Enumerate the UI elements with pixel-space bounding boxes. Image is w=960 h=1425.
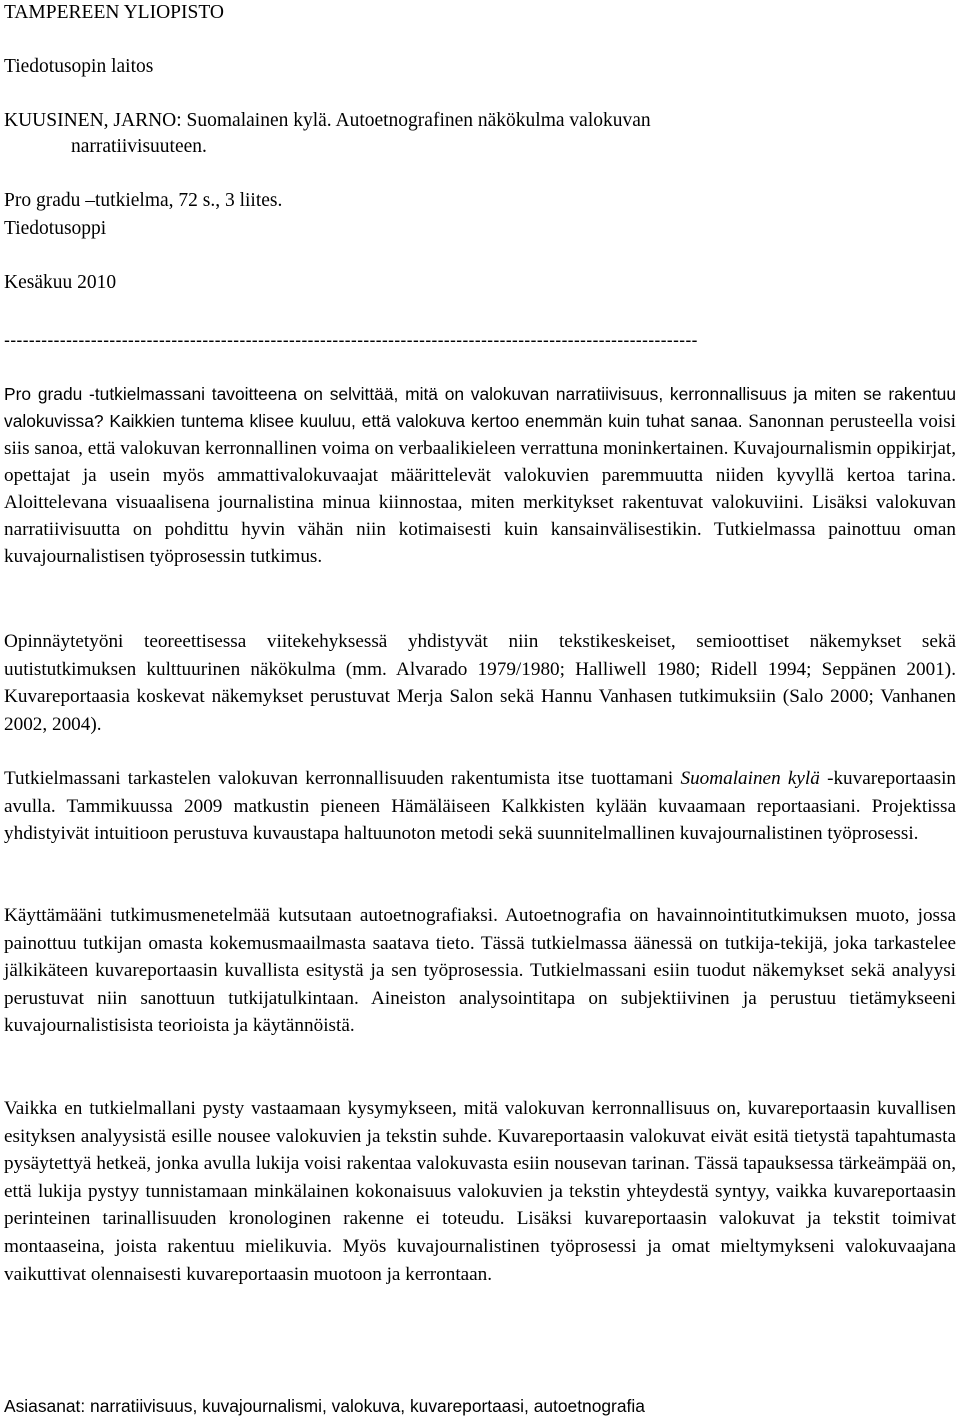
author-title-line1: KUUSINEN, JARNO: Suomalainen kylä. Autoetnografinen näkökulma valokuvan <box>4 110 651 131</box>
abstract-paragraph-1 <box>4 381 956 570</box>
separator-line: ---------------------------------------------------------------------------------------------------------------- <box>4 330 698 350</box>
abstract-p1-serif: Sanonnan perusteella voisi siis sanoa, että valokuvan kerronnallinen voima on verbaalikieleen verrattuna moninkertainen. Kuvajournalismin oppikirjat, opettajat ja usein myös ammattivalokuvaajat määrittelevät valokuvien paremmuutta niiden kyvyllä kertoa tarina. Aloittelevana visuaalisena journalistina minua kiinnostaa, miten merkitykset rakentuvat valokuviini. Lisäksi valokuvan narratiivisuutta on pohdittu hyvin vähän niin kotimaisesti kuin kansainvälisestikin. Tutkielmassa painottuu oman kuvajournalistisen työprosessin tutkimus. <box>4 411 956 567</box>
department-name: Tiedotusopin laitos <box>4 56 154 77</box>
abstract-paragraph-5: Vaikka en tutkielmallani pysty vastaamaan kysymykseen, mitä valokuvan kerronnallisuus on, kuvareportaasin kuvallisen esityksen analyysistä esille nousee valokuvien ja tekstin suhde. Kuvareportaasin valokuvat eivät esitä tietystä tapahtumasta pysäytettyä hetkeä, jonka avulla lukija voisi rakentaa valokuvasta esiin nousevan tarinan. Tässä tapauksessa tärkeämpää on, että lukija pystyy tunnistamaan minkälainen kokonaisuus valokuvien ja tekstin yhteydestä syntyy, vaikka kuvareportaasin perinteinen tarinallisuuden kronologinen rakenne ei toteudu. Lisäksi kuvareportaasin valokuvat ja tekstit toimivat montaaseina, joista rakentuu mielikuvia. Myös kuvajournalistinen työprosessi ja omat mieltymykseni valokuvaajana vaikuttivat olennaisesti kuvareportaasin muotoon ja kerrontaan. <box>4 1098 956 1285</box>
abstract-p3-end: -kuvareportaasin avulla. Tammikuussa 2009 matkustin pieneen Hämäläiseen Kalkkisten kylään kuvaamaan reportaasiani. Projektissa yhdistyivät intuitioon perustuva kuvaustapa haltuunoton metodi sekä suunnitelmallinen kuvajournalistinen työprosessi. <box>4 768 956 845</box>
university-name: TAMPEREEN YLIOPISTO <box>4 2 224 23</box>
abstract-paragraph-4: Käyttämääni tutkimusmenetelmää kutsutaan autoetnografiaksi. Autoetnografia on havainnointitutkimuksen muoto, jossa painottuu tutkijan omasta kokemusmaailmasta saatava tieto. Tässä tutkielmassa äänessä on tutkija-tekijä, joka tarkastelee jälkikäteen kuvareportaasin kuvallista esitystä ja sen työprosessia. Tutkielmassani esiin tuodut näkemykset sekä analyysi perustuvat niin sanottuun tutkijatulkintaan. Aineiston analysointitapa on subjektiivinen ja perustuu tietämykseeni kuvajournalistisista teorioista ja käytännöistä. <box>4 905 956 1037</box>
author-title-line2: narratiivisuuteen. <box>71 136 207 157</box>
report-title-italic: Suomalainen kylä <box>680 768 820 789</box>
abstract-paragraph-3 <box>4 765 956 848</box>
abstract-paragraph-2: Opinnäytetyöni teoreettisessa viitekehyksessä yhdistyvät niin tekstikeskeiset, semioottiset näkemykset sekä uutistutkimuksen kulttuurinen näkökulma (mm. Alvarado 1979/1980; Halliwell 1980; Ridell 1994; Seppänen 2001). Kuvareportaasia koskevat näkemykset perustuvat Merja Salon sekä Hannu Vanhasen tutkimuksiin (Salo 2000; Vanhanen 2002, 2004). <box>4 631 956 735</box>
subject: Tiedotusoppi <box>4 218 107 239</box>
keywords: Asiasanat: narratiivisuus, kuvajournalismi, valokuva, kuvareportaasi, autoetnografia <box>4 1396 645 1416</box>
abstract-p1-sans: Pro gradu -tutkielmassani tavoitteena on selvittää, mitä on valokuvan narratiivisuus, kerronnallisuus ja miten se rakentuu valokuvissa? Kaikkien tuntema klisee kuuluu, että valokuva kertoo enemmän kuin tuhat sanaa. <box>4 384 956 431</box>
date: Kesäkuu 2010 <box>4 272 117 293</box>
abstract-p3-start: Tutkielmassani tarkastelen valokuvan kerronnallisuuden rakentumista itse tuottamani <box>4 768 681 789</box>
thesis-info: Pro gradu –tutkielma, 72 s., 3 liites. <box>4 190 283 211</box>
